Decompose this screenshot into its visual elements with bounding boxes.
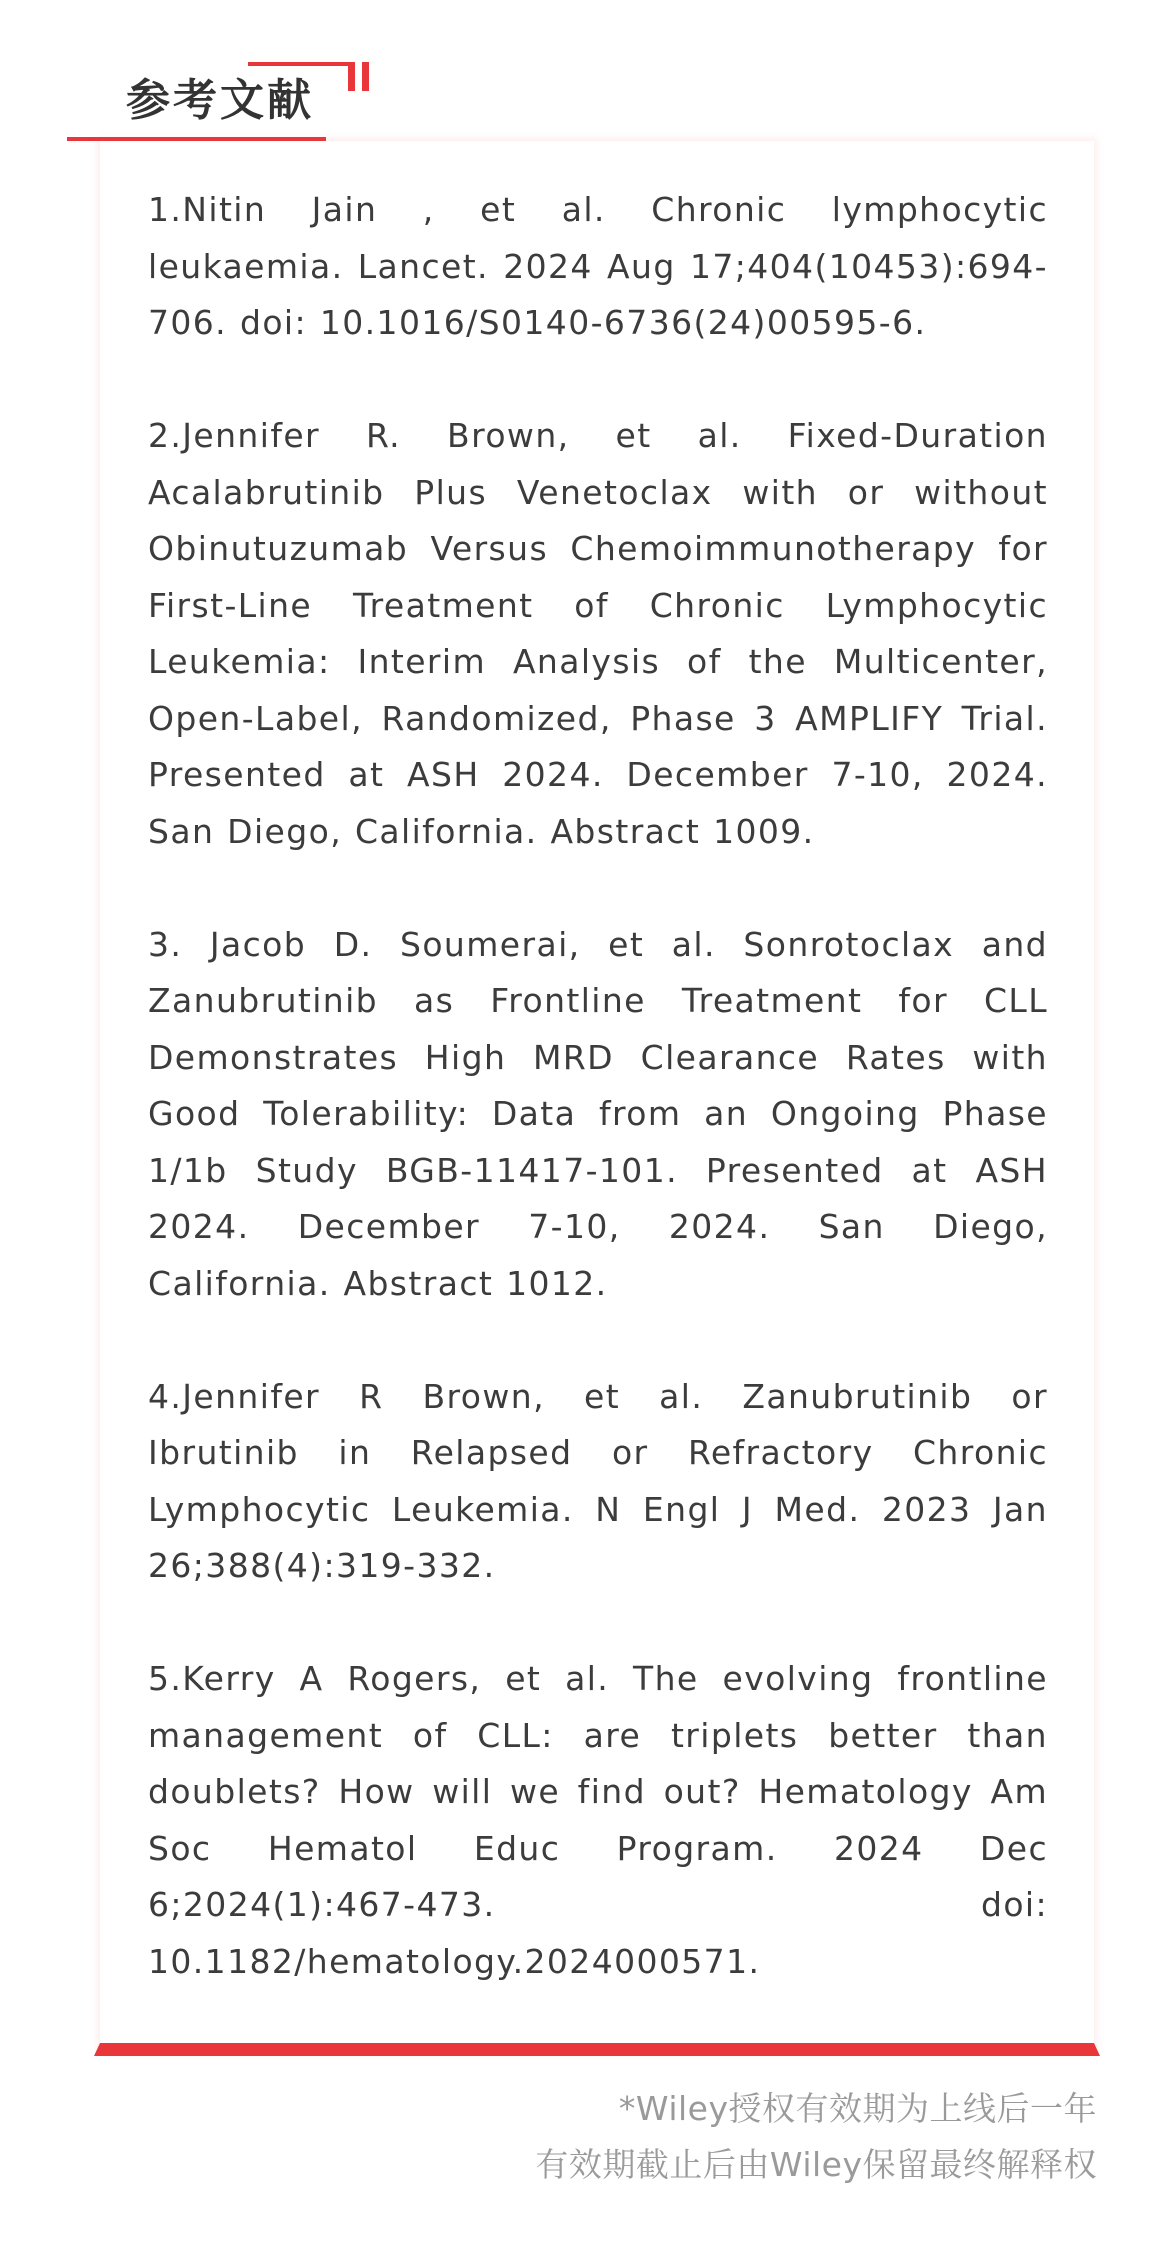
license-note-line: 有效期截止后由Wiley保留最终解释权 — [535, 2145, 1097, 2184]
reference-list — [148, 182, 1048, 1990]
header-accent-line — [248, 62, 350, 66]
reference-item: 3. Jacob D. Soumerai, et al. Sonrotoclax and Zanubrutinib as Frontline Treatment for CLL Demonstrates High MRD Clearance Rates with Good Tolerability: Data from an Ongoing Phase 1/1b Study BGB-11417-101. Presented at ASH 2024. December 7-10, 2024. San Diego, California. Abstract 1012. — [148, 924, 1048, 1303]
section-title: 参考文献 — [126, 75, 314, 126]
license-note-line: *Wiley授权有效期为上线后一年 — [618, 2089, 1097, 2128]
reference-item: 1.Nitin Jain , et al. Chronic lymphocytic leukaemia. Lancet. 2024 Aug 17;404(10453):694-706. doi: 10.1016/S0140-6736(24)00595-6. — [148, 190, 1048, 342]
reference-item: 2.Jennifer R. Brown, et al. Fixed-Duration Acalabrutinib Plus Venetoclax with or without Obinutuzumab Versus Chemoimmunotherapy for First-Line Treatment of Chronic Lymphocytic Leukemia: Interim Analysis of the Multicenter, Open-Label, Randomized, Phase 3 AMPLIFY Trial. Presented at ASH 2024. December 7-10, 2024. San Diego, California. Abstract 1009. — [148, 416, 1048, 851]
header-accent-bar — [362, 62, 369, 91]
reference-item: 4.Jennifer R Brown, et al. Zanubrutinib or Ibrutinib in Relapsed or Refractory Chronic Lymphocytic Leukemia. N Engl J Med. 2023 Jan 26;388(4):319-332. — [148, 1376, 1048, 1585]
card-bottom-bar — [100, 2043, 1094, 2056]
license-note — [535, 2081, 1097, 2193]
reference-item: 5.Kerry A Rogers, et al. The evolving frontline management of CLL: are triplets better than doublets? How will we find out? Hematology Am Soc Hematol Educ Program. 2024 Dec 6;2024(1):467-473. doi: 10.1182/hematology.2024000571. — [148, 1659, 1048, 1981]
header-accent-bar — [348, 62, 355, 91]
